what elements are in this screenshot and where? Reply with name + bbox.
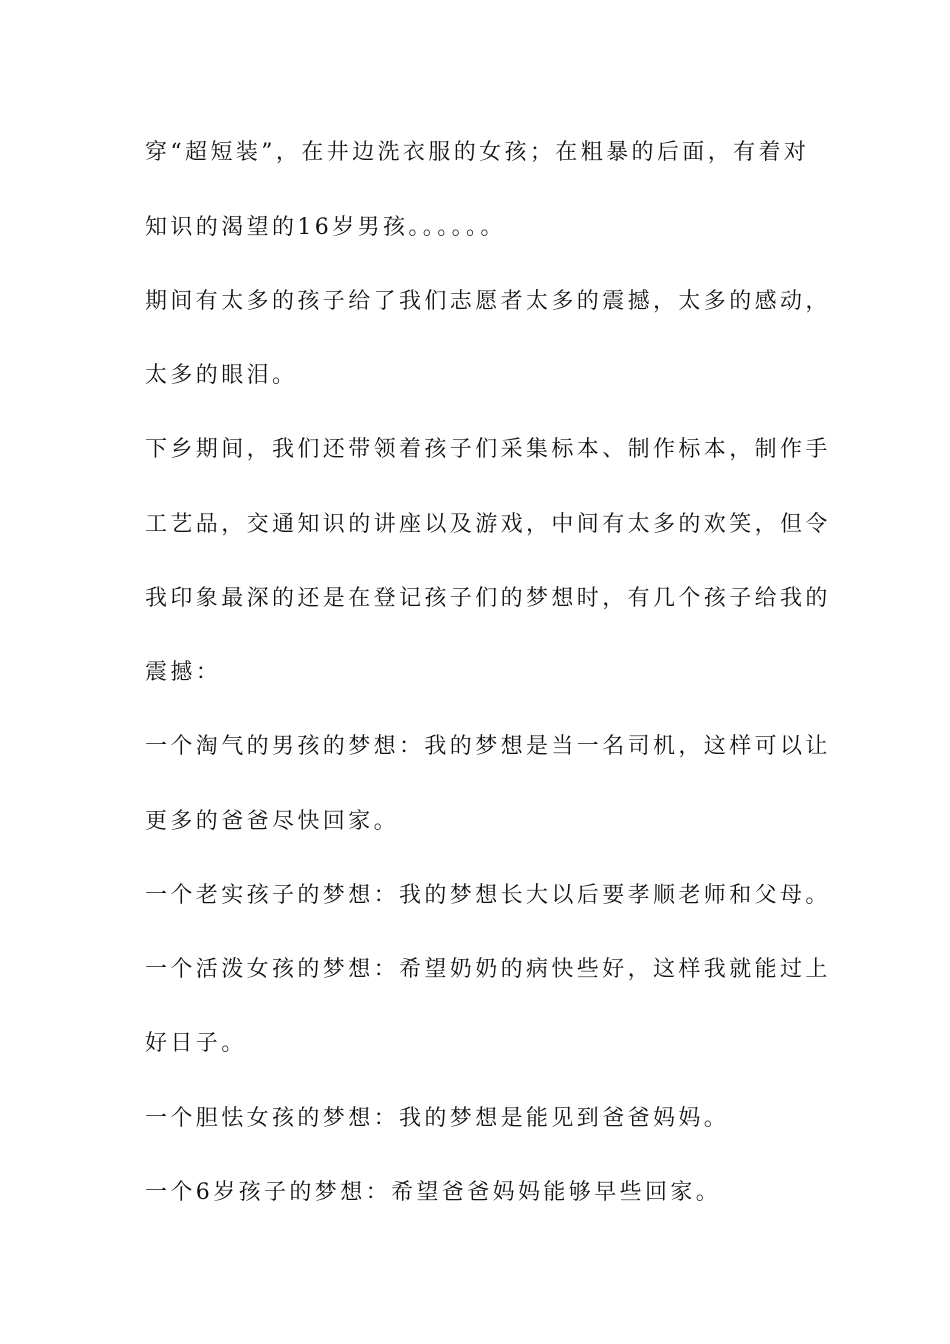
text-line: 一个老实孩子的梦想：我的梦想长大以后要孝顺老师和父母。 [145,883,831,908]
text-line: 下乡期间，我们还带领着孩子们采集标本、制作标本，制作手 [145,437,831,462]
text-line: 知识的渴望的16岁男孩。。。。。。 [145,215,506,240]
text-line: 一个6岁孩子的梦想：希望爸爸妈妈能够早些回家。 [145,1180,722,1205]
text-line: 太多的眼泪。 [145,363,298,388]
text-line: 我印象最深的还是在登记孩子们的梦想时，有几个孩子给我的 [145,586,831,611]
text-line: 更多的爸爸尽快回家。 [145,809,400,834]
text-line: 工艺品，交通知识的讲座以及游戏，中间有太多的欢笑，但令 [145,512,831,537]
text-line: 一个活泼女孩的梦想：希望奶奶的病快些好，这样我就能过上 [145,957,831,982]
text-line: 穿“超短装”，在井边洗衣服的女孩；在粗暴的后面，有着对 [145,140,810,165]
text-line: 一个淘气的男孩的梦想：我的梦想是当一名司机，这样可以让 [145,734,831,759]
text-line: 一个胆怯女孩的梦想：我的梦想是能见到爸爸妈妈。 [145,1106,730,1131]
text-line: 期间有太多的孩子给了我们志愿者太多的震撼，太多的感动， [145,289,831,314]
text-line: 震撼： [145,660,222,685]
text-line: 好日子。 [145,1031,247,1056]
